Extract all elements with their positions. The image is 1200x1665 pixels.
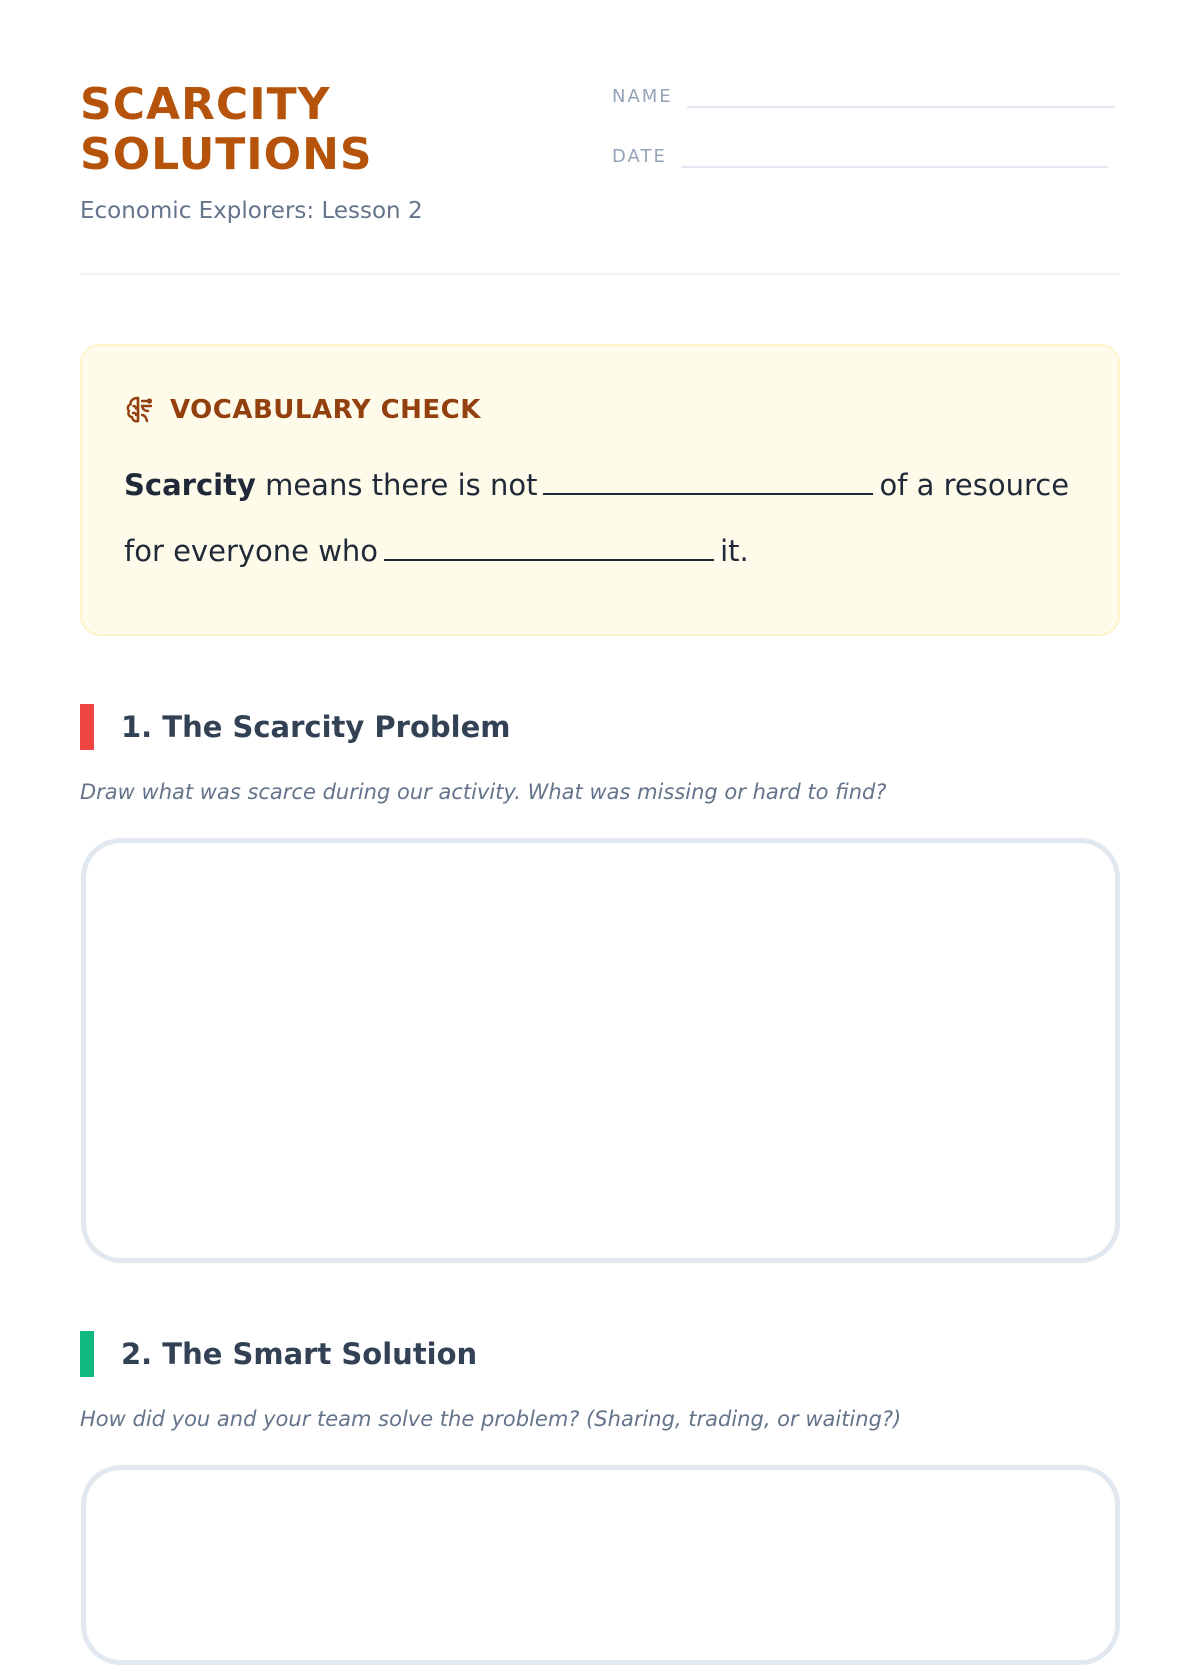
- lesson-subtitle: Economic Explorers: Lesson 2: [80, 198, 423, 224]
- section-1-prompt: Draw what was scarce during our activity. What was missing or hard to find?: [80, 780, 887, 804]
- vocabulary-line-2: [124, 518, 1084, 584]
- brain-icon: [124, 394, 156, 426]
- section-2-accent-bar: [80, 1331, 94, 1377]
- vocabulary-header: [124, 394, 481, 426]
- name-label: NAME: [612, 86, 673, 107]
- vocabulary-check-box: [80, 344, 1120, 636]
- header-divider: [80, 273, 1120, 275]
- date-line[interactable]: [681, 166, 1108, 168]
- vocabulary-line-1: [124, 452, 1084, 518]
- vocabulary-sentence: [124, 452, 1084, 584]
- answer-blank-1[interactable]: [543, 493, 873, 495]
- worksheet-title: [80, 80, 373, 180]
- section-1-accent-bar: [80, 704, 94, 750]
- section-2-prompt: How did you and your team solve the problem? (Sharing, trading, or waiting?): [80, 1407, 902, 1431]
- section-1-drawing-area[interactable]: [81, 838, 1120, 1263]
- section-2-answer-area[interactable]: [81, 1465, 1120, 1665]
- section-1-title: 1. The Scarcity Problem: [121, 710, 511, 744]
- date-label: DATE: [612, 146, 667, 167]
- answer-blank-2[interactable]: [384, 559, 714, 561]
- section-2-title: 2. The Smart Solution: [121, 1337, 478, 1371]
- title-line-2: SOLUTIONS: [80, 129, 373, 180]
- name-field: [612, 86, 1115, 110]
- vocabulary-text-1: means there is not: [265, 468, 538, 502]
- vocabulary-text-2: of a resource: [879, 468, 1070, 502]
- vocabulary-heading: VOCABULARY CHECK: [170, 395, 481, 425]
- title-line-1: SCARCITY: [80, 79, 331, 130]
- name-line[interactable]: [687, 106, 1115, 108]
- vocabulary-term: Scarcity: [124, 468, 256, 502]
- vocabulary-text-4: it.: [720, 534, 749, 568]
- vocabulary-text-3: for everyone who: [124, 534, 379, 568]
- date-field: [612, 146, 1108, 170]
